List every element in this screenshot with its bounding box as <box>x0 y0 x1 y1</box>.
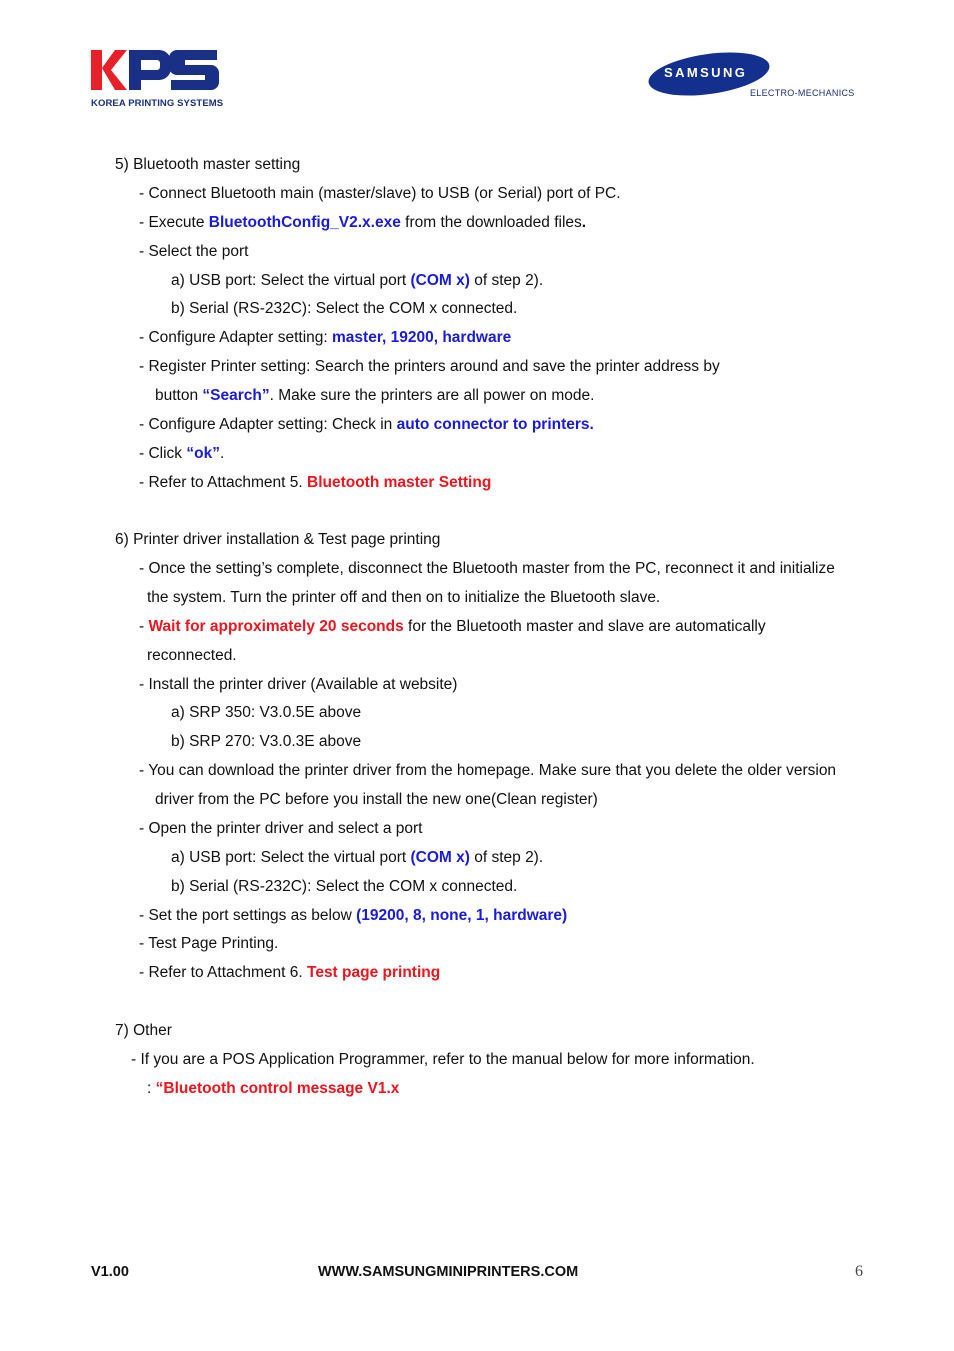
section-5-title: 5) Bluetooth master setting <box>115 156 301 173</box>
s5-line-usb-port <box>171 272 543 290</box>
highlight-port-settings: (19200, 8, none, 1, hardware) <box>356 907 568 924</box>
page-number: 6 <box>855 1263 863 1280</box>
text: from the downloaded files <box>400 214 582 231</box>
samsung-logo-word: SAMSUNG <box>664 65 748 80</box>
text: - <box>139 618 149 635</box>
s6-line-usb-port <box>171 849 543 867</box>
text: . <box>581 214 587 231</box>
text: for the Bluetooth master and slave are automatically <box>403 618 766 635</box>
highlight-wait: Wait for approximately 20 seconds <box>148 618 404 635</box>
footer-version: V1.00 <box>91 1264 129 1280</box>
s5-line-execute <box>139 214 586 232</box>
s6-line-restart: the system. Turn the printer off and then on to initialize the Bluetooth slave. <box>147 589 661 606</box>
s6-line-port-settings <box>139 907 567 925</box>
s5-line-click-ok <box>139 445 224 463</box>
kps-logo <box>89 46 224 110</box>
text: - Refer to Attachment 6. <box>139 964 307 981</box>
highlight-auto-connector: auto connector to printers. <box>396 416 594 433</box>
s6-line-open-driver: - Open the printer driver and select a port <box>139 820 423 837</box>
section-7-title: 7) Other <box>115 1022 172 1039</box>
highlight-filename: BluetoothConfig_V2.x.exe <box>208 214 401 231</box>
highlight-com: (COM x) <box>410 272 470 289</box>
s5-line-serial: b) Serial (RS-232C): Select the COM x connected. <box>171 300 518 317</box>
attachment-6-link: Test page printing <box>307 964 441 981</box>
text: - Set the port settings as below <box>139 907 357 924</box>
text: - Configure Adapter setting: Check in <box>139 416 397 433</box>
kps-logo-subtitle: KOREA PRINTING SYSTEMS <box>91 98 224 109</box>
text: - Configure Adapter setting: <box>139 329 333 346</box>
text: button <box>155 387 203 404</box>
s6-line-srp270: b) SRP 270: V3.0.3E above <box>171 733 362 750</box>
s6-line-install-driver: - Install the printer driver (Available at website) <box>139 676 458 693</box>
s6-line-serial: b) Serial (RS-232C): Select the COM x connected. <box>171 878 518 895</box>
s5-line-search <box>155 387 594 405</box>
s7-line-manual <box>147 1080 399 1098</box>
s6-line-test-page: - Test Page Printing. <box>139 935 279 952</box>
footer-website: WWW.SAMSUNGMINIPRINTERS.COM <box>318 1264 579 1280</box>
s6-line-wait <box>139 618 766 636</box>
attachment-5-link: Bluetooth master Setting <box>307 474 492 491</box>
text: - Execute <box>139 214 209 231</box>
section-6-title: 6) Printer driver installation & Test page printing <box>115 531 441 548</box>
s6-line-refer <box>139 964 440 982</box>
s5-line-adapter <box>139 329 511 347</box>
text: . Make sure the printers are all power on mode. <box>269 387 595 404</box>
manual-title: “Bluetooth control message V1.x <box>155 1080 400 1097</box>
samsung-logo-subtitle: ELECTRO-MECHANICS <box>750 88 855 98</box>
text: a) USB port: Select the virtual port <box>171 272 411 289</box>
s6-line-srp350: a) SRP 350: V3.0.5E above <box>171 704 362 721</box>
highlight-settings: master, 19200, hardware <box>332 329 512 346</box>
text: . <box>219 445 225 462</box>
s6-line-download: - You can download the printer driver from the homepage. Make sure that you delete the older version <box>139 762 837 779</box>
s5-line-select-port: - Select the port <box>139 243 249 260</box>
kps-logo-mark <box>89 46 224 96</box>
s5-line-refer <box>139 474 491 492</box>
text: of step 2). <box>469 272 544 289</box>
text: - Click <box>139 445 187 462</box>
text: of step 2). <box>469 849 544 866</box>
s6-line-reconnected: reconnected. <box>147 647 237 664</box>
text: - Refer to Attachment 5. <box>139 474 307 491</box>
samsung-logo <box>648 52 853 102</box>
s5-line-auto-connect <box>139 416 594 434</box>
highlight-com: (COM x) <box>410 849 470 866</box>
highlight-ok: “ok” <box>186 445 220 462</box>
text: : <box>147 1080 156 1097</box>
s6-line-clean-register: driver from the PC before you install the new one(Clean register) <box>155 791 598 808</box>
s6-line-disconnect: - Once the setting’s complete, disconnect the Bluetooth master from the PC, reconnect it and initialize <box>139 560 835 577</box>
s5-line-register: - Register Printer setting: Search the printers around and save the printer address by <box>139 358 720 375</box>
s7-line-programmer: - If you are a POS Application Programmer, refer to the manual below for more information. <box>131 1051 755 1068</box>
s5-line-connect: - Connect Bluetooth main (master/slave) to USB (or Serial) port of PC. <box>139 185 621 202</box>
highlight-search: “Search” <box>202 387 270 404</box>
text: a) USB port: Select the virtual port <box>171 849 411 866</box>
